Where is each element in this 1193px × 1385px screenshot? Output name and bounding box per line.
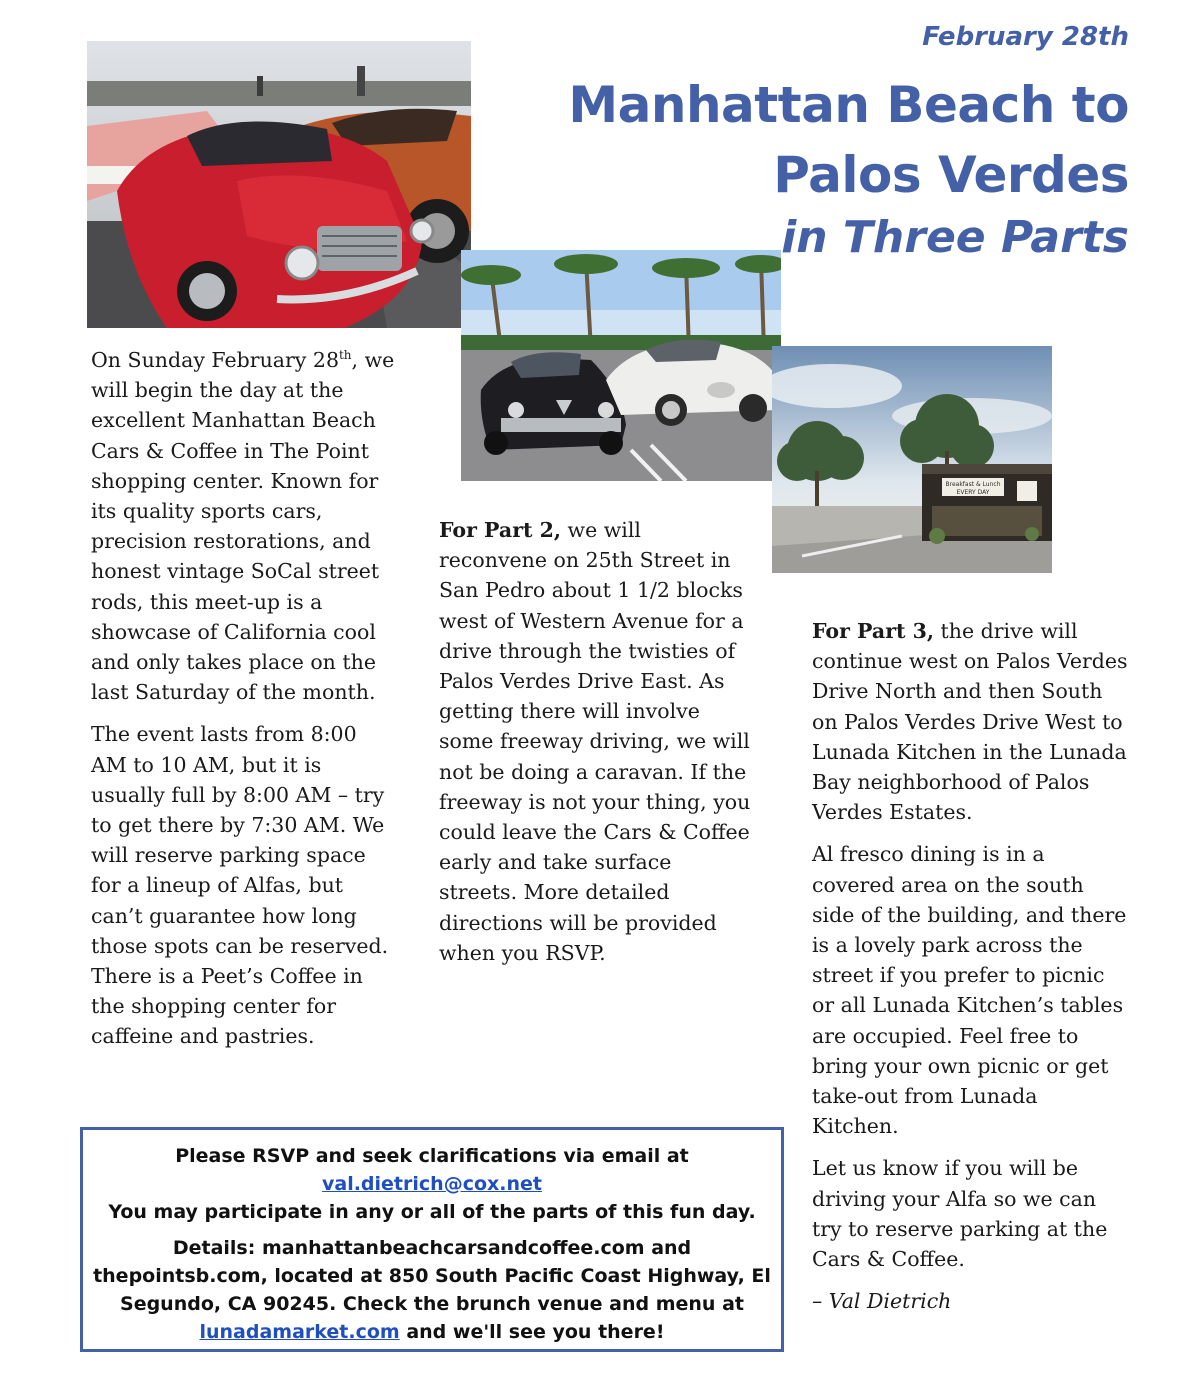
rsvp-email-link[interactable]: val.dietrich@cox.net bbox=[322, 1173, 542, 1195]
part1-intro-text: On Sunday February 28 bbox=[91, 348, 339, 372]
part1-paragraph2: The event lasts from 8:00 AM to 10 AM, but it is usually full by 8:00 AM – try to get there by 7:30 AM. We will reserve parking space for a lineup of Alfas, but can’t guarantee how long those spots can be reserved. There is a Peet’s Coffee in the shopping center for caffeine and pastries. bbox=[91, 722, 389, 1049]
part3-paragraph3: Let us know if you will be driving your Alfa so we can try to reserve parking at the Cars & Coffee. bbox=[812, 1156, 1108, 1272]
title-line-1: Manhattan Beach to bbox=[568, 76, 1129, 134]
rsvp-details-text: Details: manhattanbeachcarsandcoffee.com and thepointsb.com, located at 850 South Pacific Coast Highway, El Segundo, CA 90245. Check the brunch venue and menu at bbox=[93, 1237, 771, 1315]
part2-paragraph bbox=[439, 515, 751, 968]
part3-lead: For Part 3, bbox=[812, 619, 934, 643]
title-line-2: Palos Verdes bbox=[773, 146, 1129, 204]
lunada-market-link[interactable]: lunadamarket.com bbox=[199, 1321, 400, 1343]
column-part2 bbox=[439, 515, 751, 980]
photo-black-and-white-cars bbox=[461, 250, 781, 481]
part1-intro-rest: , we will begin the day at the excellent Manhattan Beach Cars & Coffee in The Point shopping center. Known for its quality sports cars, precision restorations, and honest vintage SoCal street rods, this meet-up is a showcase of California cool and only takes place on the last Saturday of the month. bbox=[91, 348, 395, 705]
part2-body: we will reconvene on 25th Street in San Pedro about 1 1/2 blocks west of Western Avenue for a drive through the twisties of Palos Verdes Drive East. As getting there will involve some freeway driving, we will not be doing a caravan. If the freeway is not your thing, you could leave the Cars & Coffee early and take surface streets. More detailed directions will be provided when you RSVP. bbox=[439, 518, 751, 965]
part3-body: the drive will continue west on Palos Verdes Drive North and then South on Palos Verdes Drive West to Lunada Kitchen in the Lunada Bay neighborhood of Palos Verdes Estates. bbox=[812, 619, 1128, 825]
subtitle: in Three Parts bbox=[781, 212, 1129, 263]
photo-lunada-kitchen bbox=[772, 346, 1052, 573]
lunada-sign-line2: EVERY DAY bbox=[956, 489, 990, 496]
part1-paragraph1 bbox=[91, 345, 396, 707]
rsvp-box bbox=[80, 1127, 784, 1352]
column-part1 bbox=[91, 345, 396, 1064]
column-part3 bbox=[812, 616, 1130, 1328]
ordinal-suffix: th bbox=[338, 348, 352, 363]
rsvp-details bbox=[83, 1234, 781, 1346]
date-heading: February 28th bbox=[922, 22, 1129, 52]
lunada-sign-line1: Breakfast & Lunch bbox=[945, 481, 1001, 488]
part3-paragraph1 bbox=[812, 616, 1130, 827]
part2-lead: For Part 2, bbox=[439, 518, 561, 542]
rsvp-line1: Please RSVP and seek clarifications via email at bbox=[175, 1145, 689, 1167]
photo-red-sports-car bbox=[87, 41, 471, 328]
signature: – Val Dietrich bbox=[812, 1289, 952, 1314]
rsvp-details-end: and we'll see you there! bbox=[399, 1321, 665, 1343]
part3-paragraph2: Al fresco dining is in a covered area on the south side of the building, and there is a lovely park across the street if you prefer to picnic or all Lunada Kitchen’s tables are occupied. Feel free to bring your own picnic or get take-out from Lunada Kitchen. bbox=[812, 842, 1127, 1139]
rsvp-line2: You may participate in any or all of the parts of this fun day. bbox=[108, 1201, 756, 1223]
